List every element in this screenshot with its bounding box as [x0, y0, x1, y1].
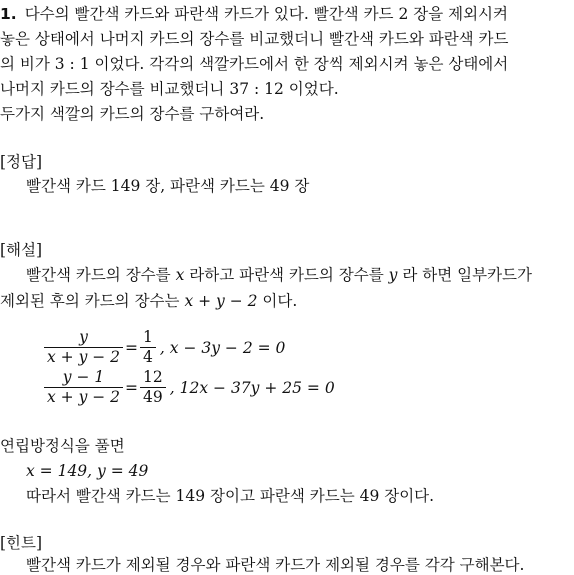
- answer-text: 빨간색 카드 149 장, 파란색 카드는 49 장: [26, 177, 310, 195]
- system-label: 연립방정식을 풀면: [0, 437, 125, 455]
- solution-conclusion: 따라서 빨간색 카드는 149 장이고 파란색 카드는 49 장이다.: [26, 487, 435, 505]
- denominator: 49: [140, 387, 166, 406]
- fraction-right: [140, 329, 156, 366]
- numerator: 12: [143, 368, 163, 386]
- hint-header: [힌트]: [0, 534, 43, 552]
- denominator: x + y − 2: [44, 387, 123, 406]
- solution-text: 라하고 파란색 카드의 장수를: [189, 266, 384, 284]
- equals-sign: =: [125, 378, 139, 397]
- solution-header: [해설]: [0, 241, 43, 259]
- solution-text: 이다.: [262, 292, 298, 310]
- denominator: 4: [140, 347, 156, 366]
- equation-1: [42, 329, 285, 366]
- fraction-right: [140, 369, 166, 406]
- equals-sign: =: [125, 338, 139, 357]
- problem-text-2: 놓은 상태에서 나머지 카드의 장수를 비교했더니 빨간색 카드와 파란색 카드: [0, 30, 509, 48]
- variable-x: x: [175, 266, 185, 284]
- solution-text: 제외된 후의 카드의 장수는: [0, 292, 180, 310]
- expression: x + y − 2: [184, 292, 258, 310]
- solution-text: 라 하면 일부카드가: [402, 266, 532, 284]
- numerator: y − 1: [62, 368, 105, 386]
- variable-y: y: [388, 266, 398, 284]
- equation-rest: , x − 3y − 2 = 0: [159, 338, 286, 357]
- fraction-left: [44, 369, 123, 406]
- solution-text: 빨간색 카드의 장수를: [26, 266, 171, 284]
- numerator: 1: [143, 328, 153, 346]
- equation-2: [42, 369, 335, 406]
- solution-line-2: [0, 291, 297, 311]
- problem-text-3: 의 비가 3 : 1 이었다. 각각의 색깔카드에서 한 장씩 제외시켜 놓은 상태에서: [0, 55, 509, 73]
- solution-line-1: [26, 265, 532, 285]
- problem-text-4: 나머지 카드의 장수를 비교했더니 37 : 12 이었다.: [0, 80, 339, 98]
- numerator: y: [79, 328, 88, 346]
- fraction-left: [44, 329, 123, 366]
- problem-text-1: 다수의 빨간색 카드와 파란색 카드가 있다. 빨간색 카드 2 장을 제외시켜: [24, 5, 508, 23]
- problem-number: 1.: [0, 5, 17, 23]
- system-result: x = 149, y = 49: [26, 462, 149, 480]
- problem-line-1: [0, 4, 508, 24]
- problem-text-5: 두가지 색깔의 카드의 장수를 구하여라.: [0, 105, 265, 123]
- equation-rest: , 12x − 37y + 25 = 0: [169, 378, 335, 397]
- hint-text: 빨간색 카드가 제외될 경우와 파란색 카드가 제외될 경우를 각각 구해본다.: [26, 556, 525, 574]
- answer-header: [정답]: [0, 153, 43, 171]
- denominator: x + y − 2: [44, 347, 123, 366]
